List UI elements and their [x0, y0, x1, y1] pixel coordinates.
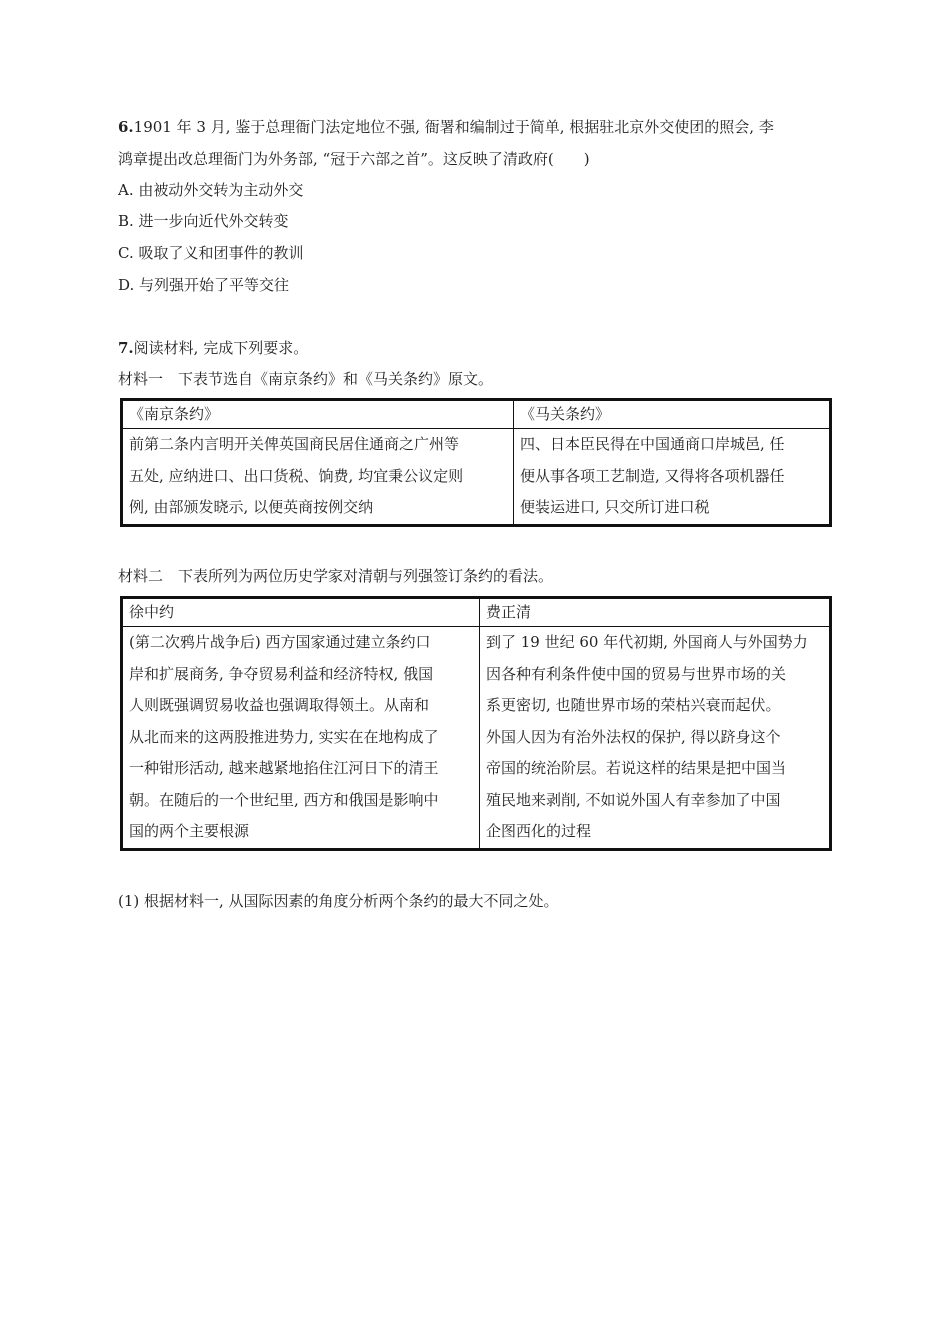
material2-caption: 材料二 下表所列为两位历史学家对清朝与列强签订条约的看法。: [118, 567, 554, 585]
q7-intro-line: [118, 338, 308, 358]
header-fei-zhengqing: 费正清: [480, 598, 831, 627]
xu-line-4: 从北而来的这两股推进势力, 实实在在地构成了: [129, 727, 439, 746]
xu-line-1: (第二次鸦片战争后) 西方国家通过建立条约口: [129, 633, 431, 651]
q6-stem-line-1: [118, 117, 774, 137]
fei-line-1: 到了 19 世纪 60 年代初期, 外国商人与外国势力: [486, 633, 808, 651]
header-nanjing-treaty: 《南京条约》: [122, 400, 514, 429]
fei-line-3: 系更密切, 也随世界市场的荣枯兴衰而起伏。: [486, 696, 781, 714]
xu-line-7: 国的两个主要根源: [129, 822, 250, 840]
shimonoseki-line-3: 便装运进口, 只交所订进口税: [520, 498, 710, 516]
material1-header-row: [122, 400, 831, 429]
q7-number: 7.: [118, 339, 134, 357]
q6-option-c: C. 吸取了义和团事件的教训: [118, 244, 304, 262]
material2-body-row: [122, 627, 831, 850]
q6-option-b: B. 进一步向近代外交转变: [118, 212, 289, 230]
q6-stem-line-2: 鸿章提出改总理衙门为外务部, “冠于六部之首”。这反映了清政府( ): [118, 150, 590, 168]
shimonoseki-line-1: 四、日本臣民得在中国通商口岸城邑, 任: [520, 435, 785, 453]
header-shimonoseki-treaty: 《马关条约》: [514, 400, 831, 429]
material1-body-row: [122, 429, 831, 526]
shimonoseki-treaty-text: [514, 429, 831, 526]
nanjing-line-1: 前第二条内言明开关俾英国商民居住通商之广州等: [129, 435, 460, 453]
material1-caption: 材料一 下表节选自《南京条约》和《马关条约》原文。: [118, 370, 494, 388]
nanjing-line-2: 五处, 应纳进口、出口货税、饷费, 均宜秉公议定则: [129, 466, 464, 485]
material2-header-row: [122, 598, 831, 627]
fei-zhengqing-text: [480, 627, 831, 850]
xu-line-3: 人则既强调贸易收益也强调取得领土。从南和: [129, 696, 430, 714]
material2-table: [120, 596, 832, 851]
material1-table: [120, 398, 832, 527]
shimonoseki-line-2: 便从事各项工艺制造, 又得将各项机器任: [520, 466, 785, 485]
fei-line-2: 因各种有利条件使中国的贸易与世界市场的关: [486, 664, 787, 683]
xu-zhongyue-text: [122, 627, 480, 850]
q6-option-d: D. 与列强开始了平等交往: [118, 276, 290, 294]
nanjing-line-3: 例, 由部颁发晓示, 以便英商按例交纳: [129, 498, 374, 516]
q6-stem-text-1: 1901 年 3 月, 鉴于总理衙门法定地位不强, 衙署和编制过于简单, 根据驻北京外交使团的照会, 李: [133, 118, 774, 136]
q6-number: 6.: [118, 118, 134, 136]
header-xu-zhongyue: 徐中约: [122, 598, 480, 627]
fei-line-6: 殖民地来剥削, 不如说外国人有幸参加了中国: [486, 790, 781, 809]
fei-line-7: 企图西化的过程: [486, 822, 592, 840]
fei-line-5: 帝国的统治阶层。若说这样的结果是把中国当: [486, 759, 787, 777]
xu-line-2: 岸和扩展商务, 争夺贸易利益和经济特权, 俄国: [129, 664, 434, 683]
xu-line-6: 朝。在随后的一个世纪里, 西方和俄国是影响中: [129, 790, 439, 809]
nanjing-treaty-text: [122, 429, 514, 526]
fei-line-4: 外国人因为有治外法权的保护, 得以跻身这个: [486, 727, 781, 746]
q7-intro: 阅读材料, 完成下列要求。: [133, 339, 309, 357]
q7-sub-question-1: (1) 根据材料一, 从国际因素的角度分析两个条约的最大不同之处。: [118, 892, 559, 910]
xu-line-5: 一种钳形活动, 越来越紧地掐住江河日下的清王: [129, 759, 439, 777]
q6-option-a: A. 由被动外交转为主动外交: [118, 181, 304, 199]
